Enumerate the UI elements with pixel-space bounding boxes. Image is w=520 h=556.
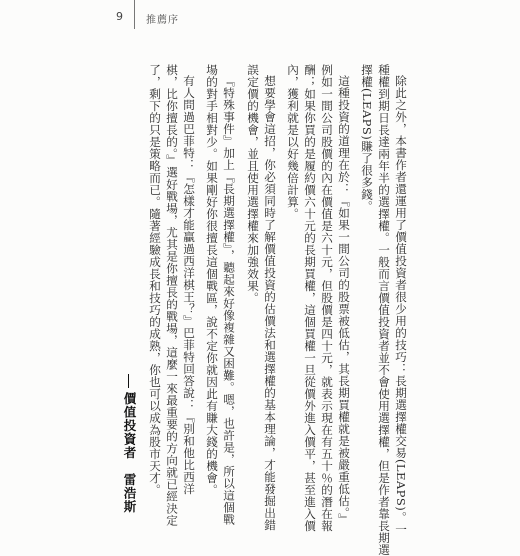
text-column: 內，獲利就是以好幾倍計算。 xyxy=(286,64,300,220)
text-column: 除此之外，本書作者還運用了價值投資者很少用的技巧：長期選擇權交易(LEAPS)。一 xyxy=(394,75,408,536)
text-column: 酬；如果你買的是履約價六十元的長期買權，這個買權一旦從價外進入價平，甚至進入價 xyxy=(303,64,317,532)
text-column: 想要學會這招，你必須同時了解價值投資的估價法和選擇權的基本理論，才能發掘出錯 xyxy=(263,75,277,531)
text-column: 誤定價的機會，並且使用選擇權來加強效果。 xyxy=(246,64,260,304)
page-number: 9 xyxy=(116,10,123,23)
header-divider xyxy=(134,0,135,29)
text-column: 種權到期日長達兩年半的選擇權。一般而言價值投資者並不會使用選擇權，但是作者靠長期選 xyxy=(377,64,391,556)
running-title: 推薦序 xyxy=(146,15,179,26)
text-column: 擇權(LEAPS)賺了很多錢。 xyxy=(360,64,374,213)
text-column: 『特殊事件』加上『長期選擇權』，聽起來好像複雜又困難。嗯，也許是，所以這個戰 xyxy=(222,75,236,526)
text-column: 場的對手相對少。如果剛好你很擅長這個戰區，說不定你就因此有賺大錢的機會。 xyxy=(205,64,219,496)
text-column: 棋，比你擅長的。』選好戰場，尤其是你擅長的戰場，這麼一來最重要的方向就已經決定 xyxy=(165,64,179,527)
page-header xyxy=(0,0,520,28)
text-column: 有人問過巴菲特：『怎樣才能贏過西洋棋王？』巴菲特回答說：『別和他比西洋 xyxy=(182,75,196,495)
text-column: 了，剩下的只是策略而已。隨著經驗成長和技巧的成熟，你也可以成為股市天才。 xyxy=(148,64,162,496)
author-signature: 價值投資者 雷浩斯 xyxy=(122,374,137,514)
text-column: 這種投資的道理在於：『如果一間公司的股票被低估，其長期買權就是被嚴重低估。』 xyxy=(337,75,351,526)
text-column: 例如一間公司股價的內在價值是六十元，但股價是四十元，就表示現在有五十％的潛在報 xyxy=(320,64,334,532)
